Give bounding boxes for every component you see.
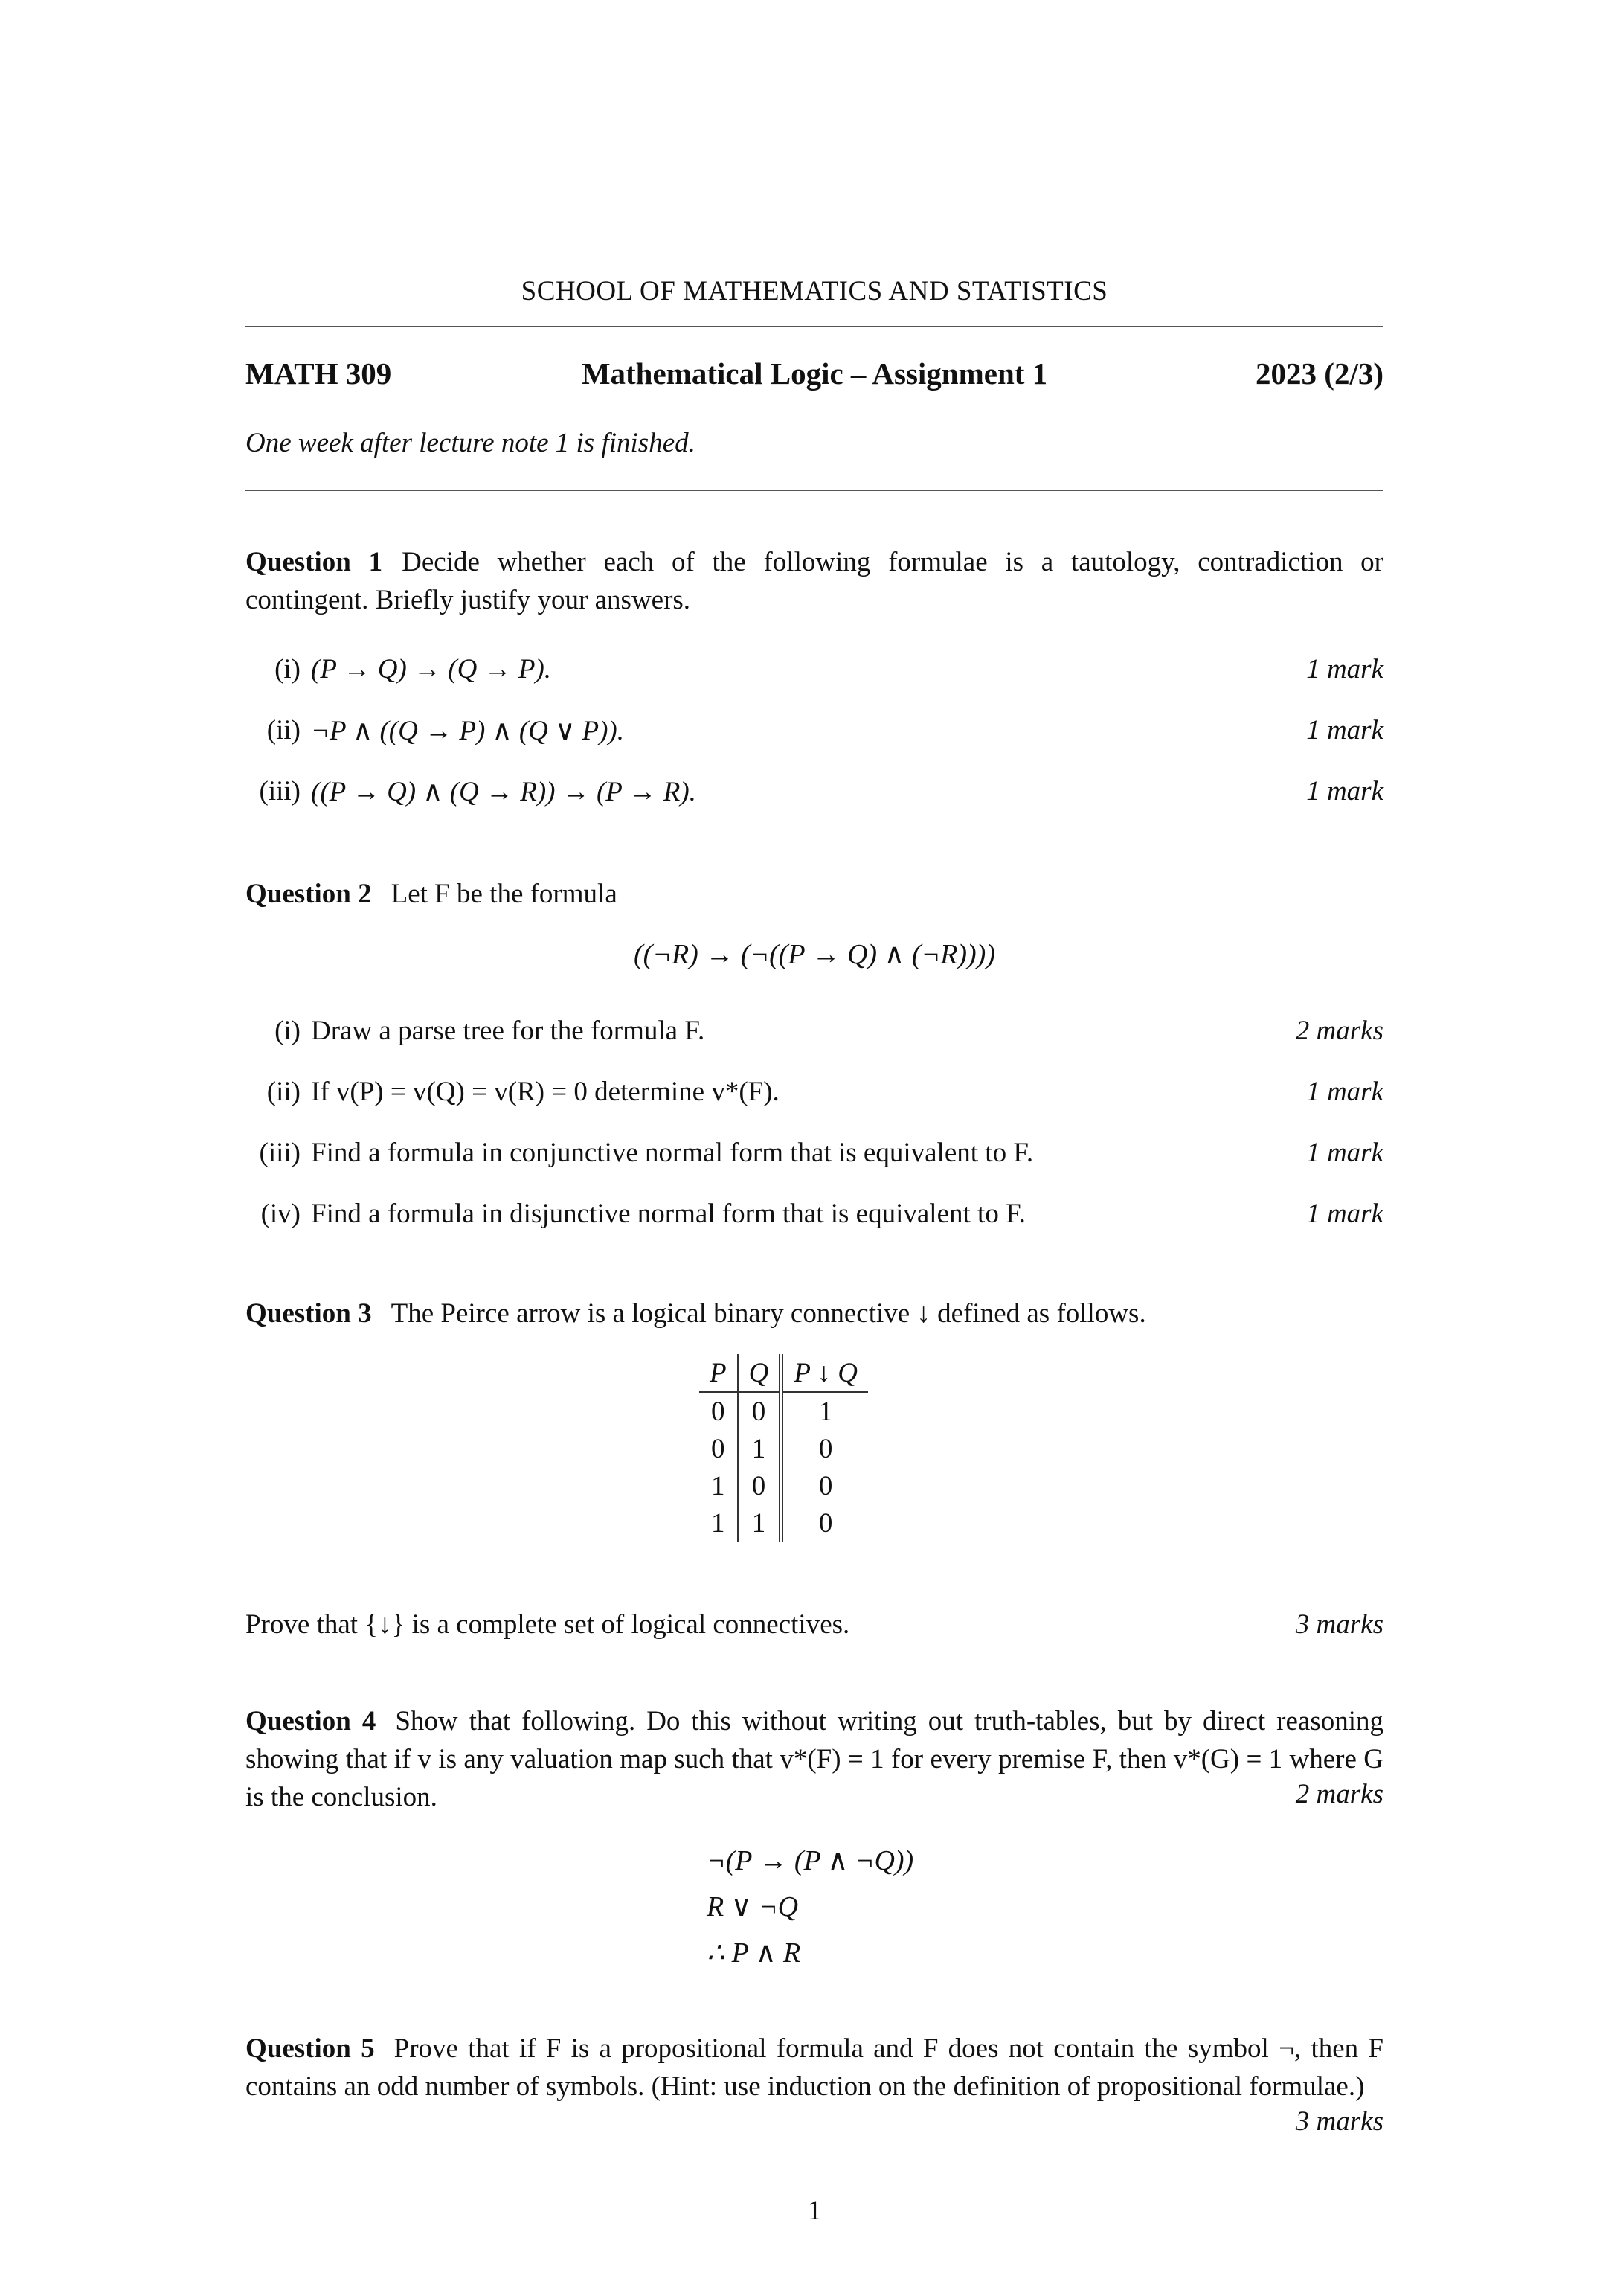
col-header-result: P ↓ Q: [781, 1354, 868, 1392]
item-formula: ¬P ∧ ((Q → P) ∧ (Q ∨ P)).: [311, 716, 624, 746]
item-mark: 1 mark: [1306, 654, 1383, 684]
item-mark: 1 mark: [1306, 776, 1383, 807]
q1-item-ii: [245, 714, 1383, 751]
table-cell: 0: [699, 1392, 738, 1430]
q3-mark: 3 marks: [1295, 1609, 1383, 1640]
item-number: (ii): [266, 715, 301, 745]
table-row: [699, 1430, 868, 1467]
item-number: (i): [274, 1016, 301, 1046]
table-cell: 0: [818, 1470, 833, 1501]
truth-table-header: [699, 1354, 868, 1392]
page-number: 1: [807, 2196, 822, 2226]
question-5-text: Prove that if F is a propositional formula and F does not contain the symbol ¬, then F contains an odd number of symbols. (Hint: use induction on the definition of propositional formulae.): [245, 2033, 1383, 2102]
table-cell: 1: [699, 1467, 738, 1504]
table-row: [699, 1467, 868, 1504]
top-rule: [245, 326, 1383, 327]
q2-formula: ((¬R) → (¬((P → Q) ∧ (¬R)))): [634, 939, 995, 970]
table-cell: 0: [818, 1507, 833, 1539]
premise-2: R ∨ ¬Q: [707, 1891, 799, 1923]
conclusion: ∴ P ∧ R: [707, 1937, 801, 1969]
table-row: [699, 1392, 868, 1430]
q1-item-i: [245, 653, 1383, 690]
question-4-text: Show that following. Do this without writing out truth-tables, but by direct reasoning showing that if v is any valuation map such that v*(F) = 1 for every premise F, then v*(G) = 1 where G is the conclusion.: [245, 1706, 1383, 1812]
question-3: [245, 1295, 1383, 1333]
item-mark: 2 marks: [1295, 1016, 1383, 1046]
item-text: Find a formula in disjunctive normal form that is equivalent to F.: [311, 1199, 1026, 1229]
q1-item-iii: [245, 775, 1383, 812]
item-number: (ii): [266, 1077, 301, 1107]
table-cell: 0: [818, 1433, 833, 1464]
item-number: (i): [274, 654, 301, 684]
q4-mark: 2 marks: [1295, 1779, 1383, 1809]
item-mark: 1 mark: [1306, 1138, 1383, 1168]
question-2: [245, 875, 1383, 913]
question-5-label: Question 5: [245, 2033, 375, 2064]
question-1: [245, 543, 1383, 619]
q2-item-i: [245, 1015, 1383, 1052]
item-mark: 1 mark: [1306, 1199, 1383, 1229]
item-number: (iv): [260, 1199, 301, 1229]
item-formula: ((P → Q) ∧ (Q → R)) → (P → R).: [311, 777, 696, 807]
question-3-label: Question 3: [245, 1298, 372, 1329]
item-text: Find a formula in conjunctive normal form that is equivalent to F.: [311, 1138, 1034, 1168]
table-cell: 0: [699, 1430, 738, 1467]
peirce-truth-table: [699, 1354, 868, 1542]
table-cell: 1: [738, 1504, 782, 1542]
table-cell: 1: [818, 1396, 833, 1427]
school-name: SCHOOL OF MATHEMATICS AND STATISTICS: [521, 276, 1108, 307]
q4-argument: [707, 1838, 913, 1976]
question-5: [245, 2030, 1383, 2106]
q3-prove-text: Prove that {↓} is a complete set of logical connectives.: [245, 1609, 850, 1640]
course-code: MATH 309: [245, 356, 392, 391]
table-cell: 0: [738, 1467, 782, 1504]
question-2-label: Question 2: [245, 879, 372, 909]
table-cell: 1: [738, 1430, 782, 1467]
item-mark: 1 mark: [1306, 1077, 1383, 1107]
table-row: [699, 1504, 868, 1542]
premise-1: ¬(P → (P ∧ ¬Q)): [707, 1845, 914, 1876]
term-year: 2023 (2/3): [1256, 356, 1383, 391]
item-formula: (P → Q) → (Q → P).: [311, 654, 552, 684]
header-bottom-rule: [245, 490, 1383, 491]
q2-item-iv: [245, 1198, 1383, 1235]
due-note: One week after lecture note 1 is finished.: [245, 428, 695, 458]
item-mark: 1 mark: [1306, 715, 1383, 745]
q2-item-ii: [245, 1076, 1383, 1113]
item-text: If v(P) = v(Q) = v(R) = 0 determine v*(F).: [311, 1077, 780, 1107]
assignment-title: Mathematical Logic – Assignment 1: [581, 356, 1048, 391]
question-2-text: Let F be the formula: [391, 879, 617, 909]
item-number: (iii): [259, 776, 301, 807]
col-header-q: Q: [738, 1354, 782, 1392]
table-cell: 0: [738, 1392, 782, 1430]
col-header-p: P: [699, 1354, 738, 1392]
table-cell: 1: [699, 1504, 738, 1542]
question-1-label: Question 1: [245, 547, 383, 577]
question-4: [245, 1702, 1383, 1816]
question-3-text: The Peirce arrow is a logical binary connective ↓ defined as follows.: [391, 1298, 1146, 1329]
item-text: Draw a parse tree for the formula F.: [311, 1016, 705, 1046]
item-number: (iii): [259, 1138, 301, 1168]
q3-prove: [245, 1609, 1383, 1646]
question-4-label: Question 4: [245, 1706, 376, 1737]
q2-item-iii: [245, 1137, 1383, 1174]
assignment-page: [245, 0, 1383, 2296]
question-1-text: Decide whether each of the following formulae is a tautology, contradiction or contingent. Briefly justify your answers.: [245, 547, 1384, 615]
q5-mark: 3 marks: [1295, 2106, 1383, 2137]
